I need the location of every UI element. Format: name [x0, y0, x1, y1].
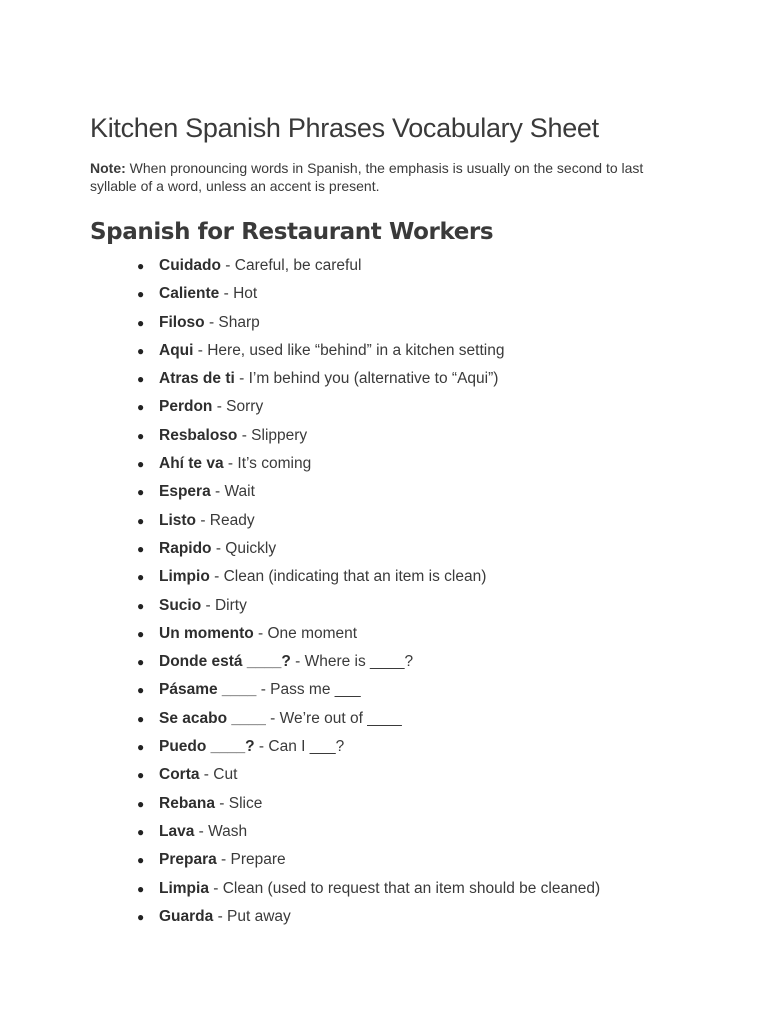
list-item [0, 450, 768, 478]
vocab-term: Guarda [159, 907, 214, 925]
list-item [0, 309, 768, 337]
vocab-definition: - Sharp [204, 313, 260, 331]
bullet-icon: ● [137, 768, 145, 783]
vocab-definition: - Hot [219, 285, 258, 303]
vocab-term: Resbaloso [159, 426, 238, 444]
vocab-definition: - Here, used like “behind” in a kitchen setting [193, 341, 505, 359]
bullet-icon: ● [137, 683, 145, 698]
bullet-icon: ● [137, 513, 145, 528]
list-item [0, 393, 768, 421]
vocab-term: Pásame ____ [159, 681, 257, 699]
vocab-term: Limpia [159, 879, 209, 897]
vocabulary-list [0, 252, 768, 931]
list-item [0, 535, 768, 563]
vocab-term: Perdon [159, 398, 213, 416]
list-item [0, 875, 768, 903]
vocab-term: Sucio [159, 596, 202, 614]
vocab-definition: - Clean (used to request that an item should be cleaned) [208, 879, 601, 897]
pronunciation-note [90, 159, 670, 195]
vocab-definition: - Dirty [201, 596, 247, 614]
vocab-term: Atras de ti [159, 370, 235, 388]
note-label: Note: [90, 160, 126, 176]
bullet-icon: ● [137, 541, 145, 556]
list-item [0, 252, 768, 280]
bullet-icon: ● [137, 315, 145, 330]
vocab-term: Caliente [159, 285, 220, 303]
vocab-term: Ahí te va [159, 455, 224, 473]
vocab-definition: - Where is ____? [290, 653, 414, 671]
vocab-definition: - Cut [199, 766, 238, 784]
list-item [0, 280, 768, 308]
bullet-icon: ● [137, 655, 145, 670]
bullet-icon: ● [137, 287, 145, 302]
bullet-icon: ● [137, 343, 145, 358]
bullet-icon: ● [137, 259, 145, 273]
list-item [0, 818, 768, 846]
list-item [0, 790, 768, 818]
vocab-term: Espera [159, 483, 211, 501]
vocab-term: Aqui [159, 341, 194, 359]
vocab-definition: - We’re out of ____ [265, 709, 402, 727]
vocab-definition: - Slippery [237, 426, 308, 444]
bullet-icon: ● [137, 598, 145, 613]
vocab-term: Puedo ____? [159, 738, 255, 756]
list-item [0, 705, 768, 733]
vocab-definition: - Wash [194, 822, 248, 840]
vocab-term: Listo [159, 511, 197, 529]
bullet-icon: ● [137, 372, 145, 387]
vocab-term: Rebana [159, 794, 215, 812]
vocab-term: Cuidado [159, 257, 221, 274]
vocab-definition: - Put away [213, 907, 291, 925]
bullet-icon: ● [137, 400, 145, 415]
bullet-icon: ● [137, 570, 145, 585]
bullet-icon: ● [137, 457, 145, 472]
bullet-icon: ● [137, 796, 145, 811]
vocab-definition: - Quickly [211, 539, 277, 557]
vocab-definition: - Pass me ___ [256, 681, 361, 699]
list-item [0, 620, 768, 648]
vocab-definition: - Careful, be careful [221, 257, 362, 274]
list-item [0, 846, 768, 874]
vocab-term: Lava [159, 822, 195, 840]
note-text: When pronouncing words in Spanish, the emphasis is usually on the second to last syllable of a word, unless an accent is present. [90, 160, 644, 194]
list-item [0, 676, 768, 704]
vocab-term: Filoso [159, 313, 205, 331]
bullet-icon: ● [137, 428, 145, 443]
page-title: Kitchen Spanish Phrases Vocabulary Sheet [90, 113, 599, 143]
vocab-definition: - Prepare [216, 851, 286, 869]
vocab-definition: - Sorry [212, 398, 264, 416]
vocab-term: Donde está ____? [159, 653, 291, 671]
bullet-icon: ● [137, 909, 145, 924]
bullet-icon: ● [137, 853, 145, 868]
vocab-definition: - It’s coming [223, 455, 312, 473]
bullet-icon: ● [137, 711, 145, 726]
vocab-definition: - Wait [210, 483, 255, 501]
list-item [0, 733, 768, 761]
vocab-term: Un momento [159, 624, 254, 642]
vocab-term: Se acabo ____ [159, 709, 266, 727]
vocab-definition: - I’m behind you (alternative to “Aqui”) [234, 370, 499, 388]
bullet-icon: ● [137, 740, 145, 755]
list-item [0, 422, 768, 450]
vocab-definition: - Can I ___? [254, 738, 345, 756]
list-item [0, 365, 768, 393]
bullet-icon: ● [137, 824, 145, 839]
list-item [0, 507, 768, 535]
vocab-term: Limpio [159, 568, 210, 586]
bullet-icon: ● [137, 881, 145, 896]
list-item [0, 592, 768, 620]
vocab-definition: - Ready [196, 511, 255, 529]
list-item [0, 761, 768, 789]
vocab-term: Rapido [159, 539, 212, 557]
list-item [0, 337, 768, 365]
list-item [0, 648, 768, 676]
section-title: Spanish for Restaurant Workers [90, 219, 494, 245]
bullet-icon: ● [137, 485, 145, 500]
list-item [0, 478, 768, 506]
list-item [0, 903, 768, 931]
vocab-definition: - One moment [253, 624, 358, 642]
vocab-definition: - Clean (indicating that an item is clean) [209, 568, 487, 586]
vocab-term: Prepara [159, 851, 217, 869]
bullet-icon: ● [137, 626, 145, 641]
vocab-definition: - Slice [215, 794, 263, 812]
vocab-term: Corta [159, 766, 200, 784]
list-item [0, 563, 768, 591]
